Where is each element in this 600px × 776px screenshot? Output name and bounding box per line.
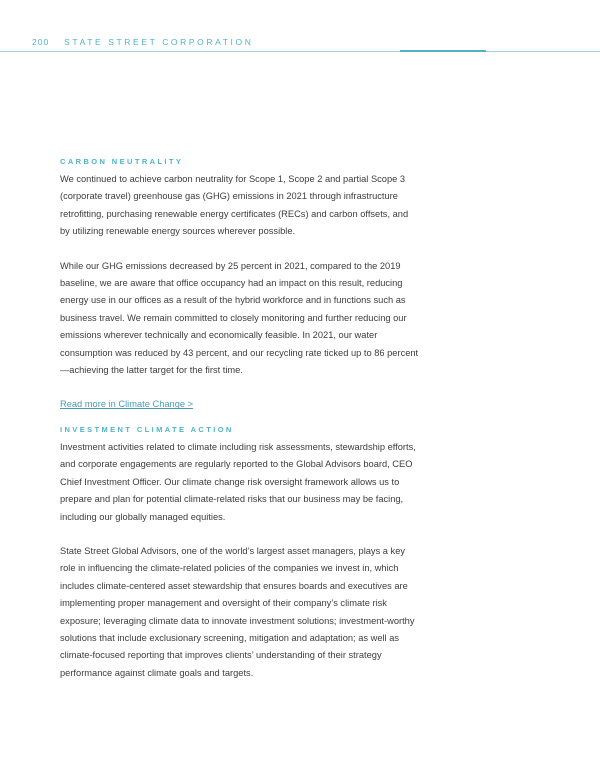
investment-climate-action-section (60, 425, 420, 682)
company-name: STATE STREET CORPORATION (64, 37, 254, 47)
paragraph: We continued to achieve carbon neutrality for Scope 1, Scope 2 and partial Scope 3 (corporate travel) greenhouse gas (GHG) emissions in 2021 through infrastructure retrofitting, purchasing renewable energy certificates (RECs) and carbon offsets, and by utilizing renewable energy sources wherever possible. (60, 174, 409, 237)
paragraph: State Street Global Advisors, one of the world’s largest asset managers, plays a key role in influencing the climate-related policies of the companies we invest in, which includes climate-centered asset stewardship that ensures boards and executives are implementing proper management and oversight of their company’s climate risk exposure; leveraging climate data to innovate investment solutions; investment-worthy solutions that include exclusionary screening, mitigation and adaptation; as well as climate-focused reporting that improves clients’ understanding of their strategy performance against climate goals and targets. (60, 546, 415, 678)
carbon-neutrality-section (60, 157, 420, 414)
climate-change-link[interactable]: Read more in Climate Change > (60, 399, 194, 410)
paragraph: Investment activities related to climate including risk assessments, stewardship efforts, and corporate engagements are regularly reported to the Global Advisors board, CEO Chief Investment Officer. Our climate change risk oversight framework allows us to prepare and plan for potential climate-related risks that our business may be facing, including our globally managed equities. (60, 442, 416, 522)
header-divider-accent (400, 50, 486, 52)
paragraph: While our GHG emissions decreased by 25 percent in 2021, compared to the 2019 baseline, we are aware that office occupancy had an impact on this result, reducing energy use in our offices as a result of the hybrid workforce and in functions such as business travel. We remain committed to closely monitoring and further reducing our emissions wherever technically and economically feasible. In 2021, our water consumption was reduced by 43 percent, and our recycling rate ticked up to 86 percent—achieving the latter target for the first time. (60, 260, 419, 376)
page-header (32, 37, 253, 47)
section-heading: CARBON NEUTRALITY (60, 157, 184, 166)
page-number: 200 (32, 37, 50, 47)
header-divider (0, 51, 600, 52)
section-heading: INVESTMENT CLIMATE ACTION (60, 425, 234, 434)
